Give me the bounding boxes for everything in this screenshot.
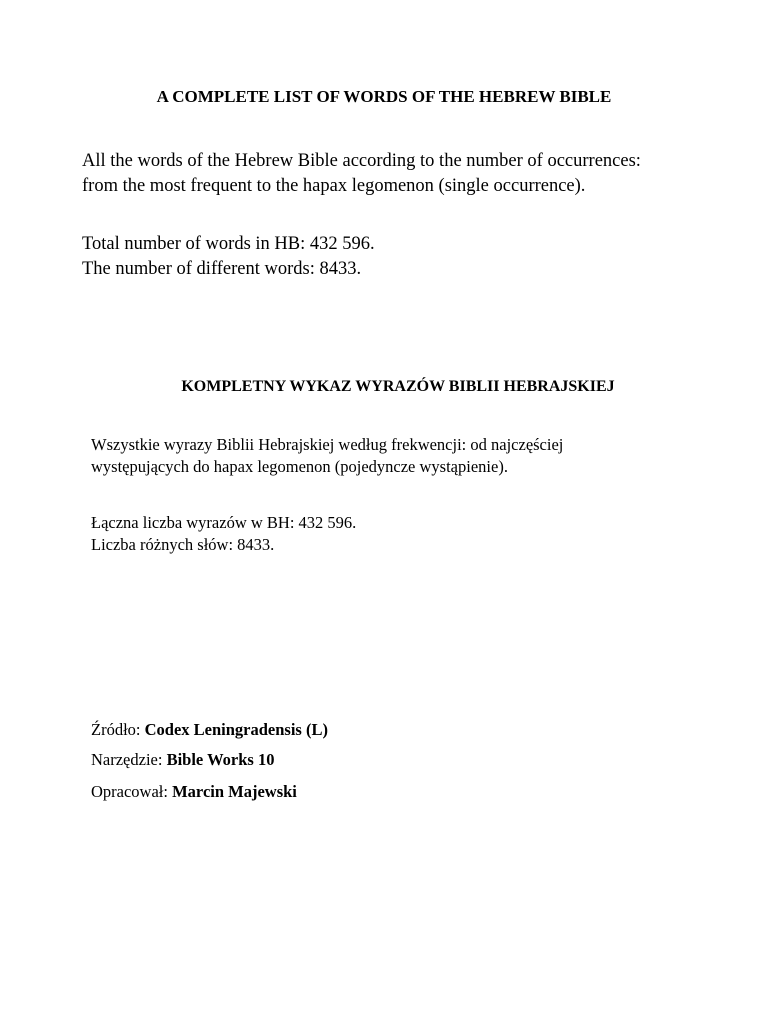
credit-author-label: Opracował: — [91, 782, 173, 801]
english-description-line-1: All the words of the Hebrew Bible according to the number of occurrences: — [82, 151, 641, 171]
credit-author-value: Marcin Majewski — [172, 782, 297, 801]
polish-description-line-2: występujących do hapax legomenon (pojedyncze wystąpienie). — [91, 457, 508, 476]
english-different-words: The number of different words: 8433. — [82, 259, 362, 279]
polish-stats — [91, 512, 356, 556]
credit-tool-value: Bible Works 10 — [166, 750, 275, 769]
credit-source-label: Źródło: — [91, 720, 145, 739]
credit-source — [91, 719, 328, 741]
english-stats — [82, 232, 375, 282]
polish-different-words: Liczba różnych słów: 8433. — [91, 535, 275, 554]
polish-total-words: Łączna liczba wyrazów w BH: 432 596. — [91, 513, 357, 532]
english-total-words: Total number of words in HB: 432 596. — [82, 234, 375, 254]
english-title: A COMPLETE LIST OF WORDS OF THE HEBREW BIBLE — [156, 87, 612, 106]
polish-description-line-1: Wszystkie wyrazy Biblii Hebrajskiej według frekwencji: od najczęściej — [91, 435, 564, 454]
credit-author — [91, 781, 297, 803]
english-description — [82, 149, 641, 199]
credit-source-value: Codex Leningradensis (L) — [144, 720, 328, 739]
credit-tool — [91, 749, 274, 771]
polish-title: KOMPLETNY WYKAZ WYRAZÓW BIBLII HEBRAJSKIEJ — [181, 378, 615, 395]
polish-description — [91, 434, 563, 478]
credit-tool-label: Narzędzie: — [91, 750, 167, 769]
english-description-line-2: from the most frequent to the hapax legomenon (single occurrence). — [82, 176, 586, 196]
